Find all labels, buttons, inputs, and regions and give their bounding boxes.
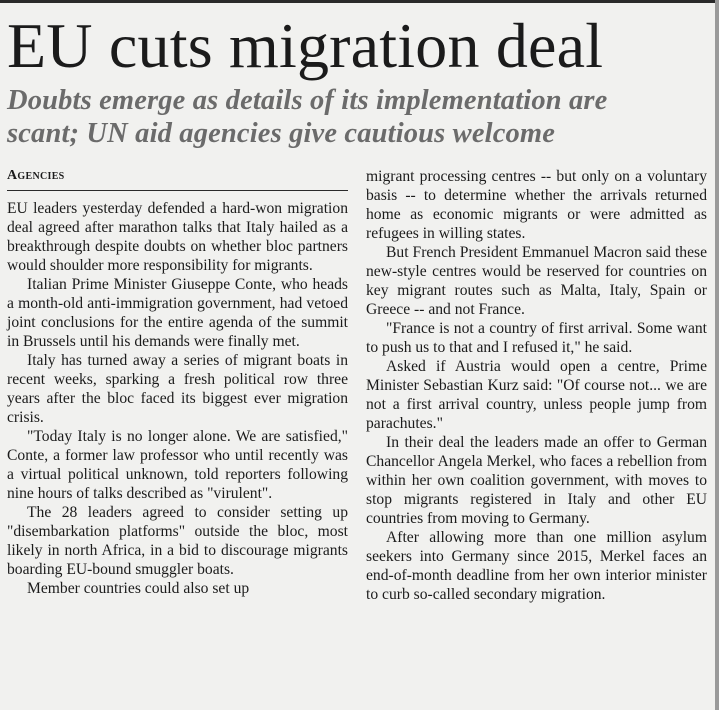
byline-text: Agencies (7, 168, 65, 183)
paragraph: In their deal the leaders made an offer to German Chancellor Angela Merkel, who faces a rebellion from within her own coalition government, with moves to stop migrants registered in Italy and other EU countries from moving to Germany. (366, 434, 707, 527)
paragraph: EU leaders yesterday defended a hard-won migration deal agreed after marathon talks that Italy hailed as a breakthrough despite doubts on whether bloc partners would shoulder more responsibility for migrants. (7, 200, 348, 274)
deck (7, 84, 710, 150)
article-body (7, 167, 707, 604)
paragraph: Member countries could also set up (27, 580, 250, 597)
paragraph: But French President Emmanuel Macron said these new-style centres would be reserved for countries on key migrant routes such as Malta, Italy, Spain or Greece -- and not France. (366, 244, 707, 318)
paragraph: The 28 leaders agreed to consider setting up "disembarkation platforms" outside the bloc, most likely in north Africa, in a bid to discourage migrants boarding EU-bound smuggler boats. (7, 504, 348, 578)
paragraph: After allowing more than one million asylum seekers into Germany since 2015, Merkel faces an end-of-month deadline from her own interior minister to curb so-called secondary migration. (366, 529, 707, 603)
byline (7, 167, 348, 191)
paragraph: migrant processing centres -- but only on a voluntary basis -- to determine whether the arrivals returned home as economic migrants or were admitted as refugees in willing states. (366, 168, 707, 242)
headline: EU cuts migration deal (7, 10, 604, 81)
paragraph: Italian Prime Minister Giuseppe Conte, who heads a month-old anti-immigration government, had vetoed joint conclusions for the entire agenda of the summit in Brussels until his demands were finally met. (7, 276, 348, 350)
top-rule (0, 0, 719, 3)
paragraph: "France is not a country of first arrival. Some want to push us to that and I refused it," he said. (366, 320, 707, 356)
paragraph: Asked if Austria would open a centre, Prime Minister Sebastian Kurz said: "Of course not... we are not a first arrival country, unless people jump from parachutes." (366, 358, 707, 432)
paragraph: "Today Italy is no longer alone. We are satisfied," Conte, a former law professor who until recently was a virtual political unknown, told reporters following nine hours of talks described as "virulent". (7, 428, 348, 502)
left-column (7, 167, 348, 604)
page-edge-shadow (715, 0, 719, 710)
deck-line-2: scant; UN aid agencies give cautious welcome (7, 118, 556, 149)
deck-line-1: Doubts emerge as details of its implementation are (7, 85, 608, 116)
right-column (366, 167, 707, 604)
paragraph: Italy has turned away a series of migrant boats in recent weeks, sparking a fresh political row three years after the bloc faced its biggest ever migration crisis. (7, 352, 348, 426)
